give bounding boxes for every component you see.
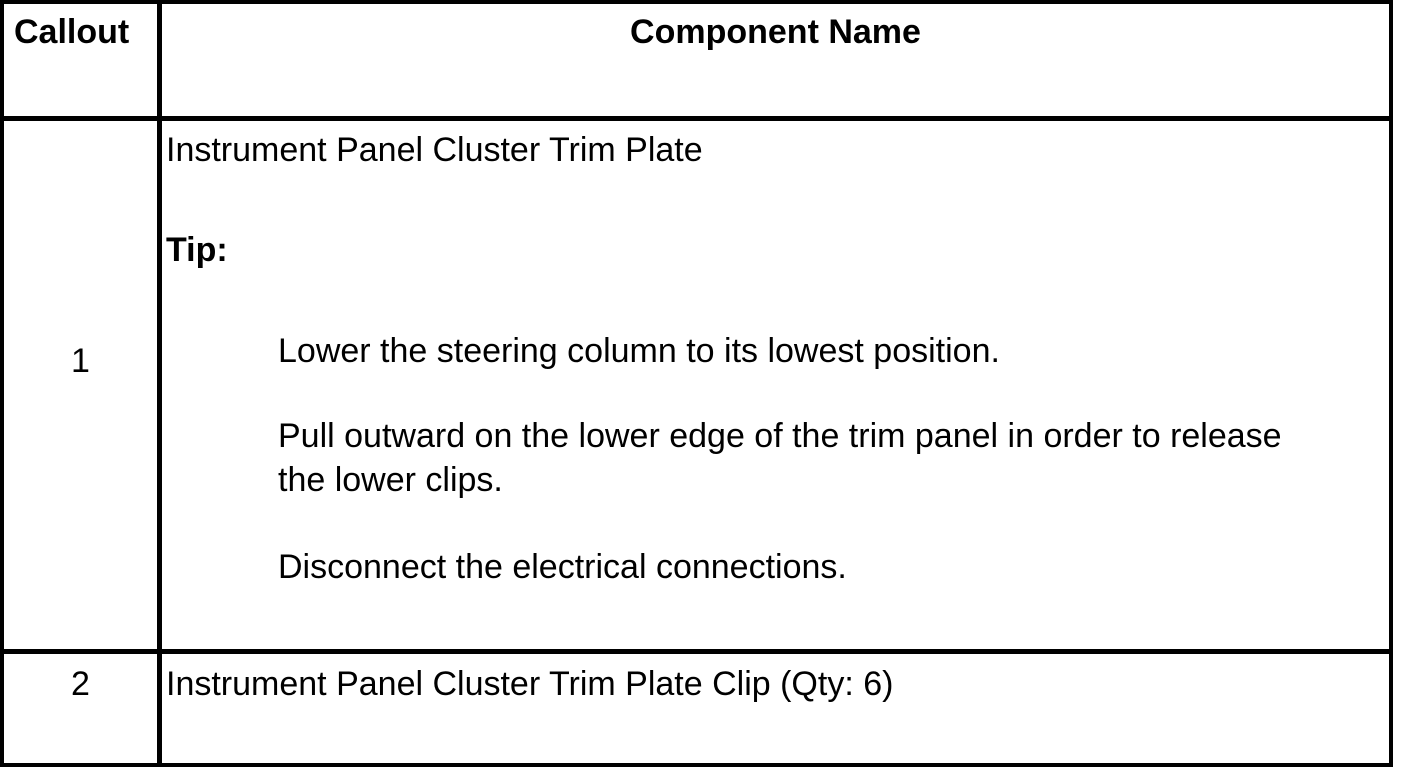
row-divider (4, 649, 1389, 654)
header-callout: Callout (14, 13, 130, 51)
row-2-callout-number: 2 (71, 665, 90, 703)
row-1-component-name: Instrument Panel Cluster Trim Plate (166, 131, 703, 169)
row-1-tip-step-2: Pull outward on the lower edge of the trim panel in order to release the lower clips. (278, 417, 1282, 499)
header-divider (4, 116, 1389, 121)
row-1-callout-number: 1 (71, 342, 90, 380)
row-1-tip-label: Tip: (166, 231, 228, 269)
row-1-tip-step-1: Lower the steering column to its lowest position. (278, 332, 1000, 370)
row-2-component-name: Instrument Panel Cluster Trim Plate Clip (Qty: 6) (166, 665, 894, 703)
header-component-name: Component Name (630, 13, 921, 51)
row-1-tip-step-3: Disconnect the electrical connections. (278, 548, 847, 586)
